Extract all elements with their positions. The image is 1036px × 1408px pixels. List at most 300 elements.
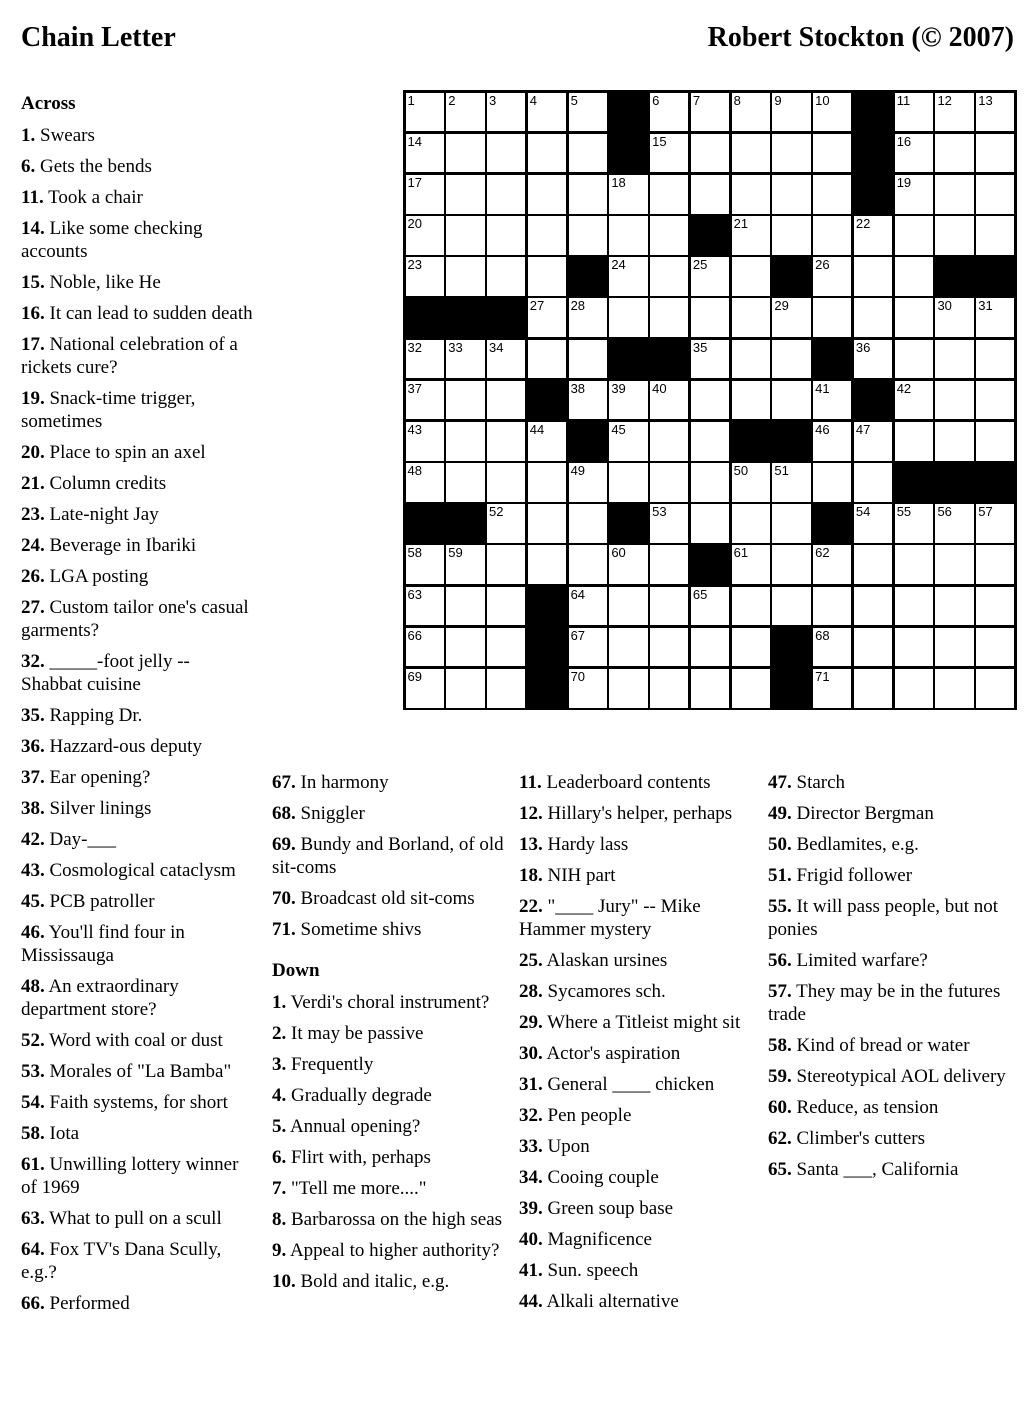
grid-cell[interactable]	[813, 134, 851, 173]
grid-cell[interactable]	[732, 463, 770, 502]
grid-cell[interactable]	[446, 93, 484, 132]
clue-text: Upon	[547, 1136, 590, 1157]
grid-cell[interactable]	[813, 587, 851, 626]
grid-cell[interactable]	[650, 93, 688, 132]
grid-cell[interactable]	[732, 257, 770, 296]
clue-item	[21, 890, 253, 913]
cell-number: 70	[570, 668, 586, 684]
cell-number: 39	[611, 380, 626, 396]
grid-cell[interactable]	[691, 587, 729, 626]
grid-cell[interactable]	[609, 463, 647, 502]
clue-text: General ____ chicken	[547, 1074, 715, 1095]
clue-number: 69.	[272, 834, 296, 855]
grid-cell[interactable]	[772, 134, 810, 173]
grid-cell[interactable]	[446, 134, 484, 173]
grid-cell[interactable]	[406, 381, 444, 420]
grid-cell[interactable]	[609, 669, 647, 708]
grid-cell[interactable]	[650, 628, 688, 667]
grid-cell[interactable]	[935, 422, 973, 461]
clue-number: 29.	[519, 1012, 543, 1033]
clue-text: Day-___	[49, 829, 116, 850]
clue-number: 67.	[272, 772, 296, 793]
clue-text: Sometime shivs	[300, 919, 422, 940]
grid-cell[interactable]	[406, 216, 444, 255]
grid-cell[interactable]	[732, 216, 770, 255]
grid-cell[interactable]	[732, 381, 770, 420]
clue-text: Limited warfare?	[796, 950, 928, 971]
grid-cell[interactable]	[691, 340, 729, 379]
grid-cell[interactable]	[650, 381, 688, 420]
clue-number: 68.	[272, 803, 296, 824]
cell-number: 9	[774, 92, 782, 108]
clue-text: Frigid follower	[796, 865, 913, 886]
grid-cell[interactable]	[487, 504, 525, 543]
grid-cell[interactable]	[446, 257, 484, 296]
clue-item	[272, 1270, 508, 1293]
grid-cell[interactable]	[732, 93, 770, 132]
grid-cell[interactable]	[976, 175, 1014, 214]
black-square	[854, 175, 892, 214]
clue-item	[21, 441, 253, 464]
grid-cell[interactable]	[446, 628, 484, 667]
cell-number: 38	[570, 380, 586, 396]
clue-text: Where a Titleist might sit	[547, 1012, 741, 1033]
grid-cell[interactable]	[813, 381, 851, 420]
grid-cell[interactable]	[895, 216, 933, 255]
grid-cell[interactable]	[895, 545, 933, 584]
grid-cell[interactable]	[854, 504, 892, 543]
grid-cell[interactable]	[976, 504, 1014, 543]
grid-cell[interactable]	[691, 463, 729, 502]
grid-cell[interactable]	[569, 463, 607, 502]
clue-number: 24.	[21, 535, 45, 556]
grid-cell[interactable]	[406, 175, 444, 214]
clue-text: Ear opening?	[49, 767, 151, 788]
grid-cell[interactable]	[854, 216, 892, 255]
clue-text: Silver linings	[49, 798, 152, 819]
grid-cell[interactable]	[446, 669, 484, 708]
clue-number: 11.	[21, 187, 44, 208]
clue-item	[21, 534, 253, 557]
clue-item	[21, 1029, 253, 1052]
cell-number: 13	[978, 92, 993, 108]
clue-number: 45.	[21, 891, 45, 912]
grid-cell[interactable]	[650, 298, 688, 337]
grid-cell[interactable]	[569, 628, 607, 667]
cell-number: 41	[815, 380, 830, 396]
grid-cell[interactable]	[854, 340, 892, 379]
clue-number: 12.	[519, 803, 543, 824]
grid-cell[interactable]	[650, 216, 688, 255]
grid-cell[interactable]	[935, 175, 973, 214]
grid-cell[interactable]	[569, 134, 607, 173]
grid-cell[interactable]	[487, 463, 525, 502]
grid-cell[interactable]	[772, 298, 810, 337]
grid-cell[interactable]	[406, 587, 444, 626]
clue-number: 65.	[768, 1159, 792, 1180]
grid-cell[interactable]	[650, 669, 688, 708]
grid-cell[interactable]	[854, 257, 892, 296]
clue-text: Climber's cutters	[796, 1128, 925, 1149]
black-square	[609, 340, 647, 379]
grid-cell[interactable]	[935, 298, 973, 337]
clue-number: 36.	[21, 736, 45, 757]
grid-cell[interactable]	[772, 216, 810, 255]
grid-cell[interactable]	[935, 381, 973, 420]
grid-cell[interactable]	[772, 504, 810, 543]
grid-cell[interactable]	[976, 298, 1014, 337]
grid-cell[interactable]	[935, 93, 973, 132]
clue-column-across	[21, 92, 253, 1323]
grid-cell[interactable]	[528, 545, 566, 584]
cell-number: 34	[489, 339, 504, 355]
clue-item	[768, 1034, 1018, 1057]
grid-cell[interactable]	[691, 422, 729, 461]
clue-text: Hardy lass	[547, 834, 629, 855]
grid-cell[interactable]	[487, 587, 525, 626]
clue-text: Bedlamites, e.g.	[796, 834, 919, 855]
grid-cell[interactable]	[609, 587, 647, 626]
grid-cell[interactable]	[691, 628, 729, 667]
grid-cell[interactable]	[446, 422, 484, 461]
clue-text: Flirt with, perhaps	[291, 1147, 431, 1168]
cell-number: 35	[692, 339, 708, 355]
grid-cell[interactable]	[732, 134, 770, 173]
grid-cell[interactable]	[406, 340, 444, 379]
clue-text: Cooing couple	[547, 1167, 659, 1188]
clue-number: 71.	[272, 919, 296, 940]
grid-cell[interactable]	[528, 298, 566, 337]
clue-item	[21, 828, 253, 851]
cell-number: 56	[937, 504, 952, 520]
grid-cell[interactable]	[487, 216, 525, 255]
grid-cell[interactable]	[691, 504, 729, 543]
grid-cell[interactable]	[976, 422, 1014, 461]
grid-cell[interactable]	[487, 381, 525, 420]
clue-item	[21, 735, 253, 758]
cell-number: 3	[489, 92, 497, 108]
cell-number: 14	[407, 133, 422, 149]
clue-item	[272, 802, 508, 825]
grid-cell[interactable]	[895, 298, 933, 337]
grid-cell[interactable]	[813, 216, 851, 255]
grid-cell[interactable]	[487, 628, 525, 667]
grid-cell[interactable]	[650, 463, 688, 502]
grid-cell[interactable]	[772, 463, 810, 502]
grid-cell[interactable]	[569, 545, 607, 584]
clue-item	[768, 895, 1018, 941]
clue-text: In harmony	[300, 772, 389, 793]
grid-cell[interactable]	[650, 134, 688, 173]
clue-number: 57.	[768, 981, 792, 1002]
grid-cell[interactable]	[406, 545, 444, 584]
grid-cell[interactable]	[813, 175, 851, 214]
clue-number: 41.	[519, 1260, 543, 1281]
grid-cell[interactable]	[609, 381, 647, 420]
black-square	[772, 628, 810, 667]
grid-cell[interactable]	[895, 504, 933, 543]
grid-cell[interactable]	[528, 422, 566, 461]
clue-number: 54.	[21, 1092, 45, 1113]
grid-cell[interactable]	[732, 545, 770, 584]
cell-number: 47	[855, 421, 871, 437]
grid-cell[interactable]	[732, 587, 770, 626]
grid-cell[interactable]	[691, 298, 729, 337]
clue-number: 48.	[21, 976, 45, 997]
grid-cell[interactable]	[895, 669, 933, 708]
cell-number: 15	[652, 133, 667, 149]
grid-cell[interactable]	[976, 134, 1014, 173]
grid-cell[interactable]	[406, 422, 444, 461]
grid-cell[interactable]	[569, 340, 607, 379]
grid-cell[interactable]	[976, 216, 1014, 255]
grid-cell[interactable]	[895, 628, 933, 667]
grid-cell[interactable]	[895, 93, 933, 132]
grid-cell[interactable]	[732, 504, 770, 543]
grid-cell[interactable]	[813, 257, 851, 296]
grid-cell[interactable]	[650, 587, 688, 626]
clue-number: 6.	[21, 156, 36, 177]
grid-cell[interactable]	[691, 175, 729, 214]
grid-cell[interactable]	[935, 504, 973, 543]
grid-cell[interactable]	[528, 463, 566, 502]
grid-cell[interactable]	[609, 422, 647, 461]
grid-cell[interactable]	[813, 93, 851, 132]
grid-cell[interactable]	[446, 463, 484, 502]
grid-cell[interactable]	[935, 216, 973, 255]
grid-cell[interactable]	[569, 669, 607, 708]
grid-cell[interactable]	[813, 628, 851, 667]
cell-number: 58	[407, 545, 422, 561]
grid-cell[interactable]	[528, 134, 566, 173]
black-square	[406, 504, 444, 543]
cell-number: 2	[448, 92, 456, 108]
grid-cell[interactable]	[732, 669, 770, 708]
grid-cell[interactable]	[569, 298, 607, 337]
grid-cell[interactable]	[976, 381, 1014, 420]
clue-item	[519, 1290, 755, 1313]
clue-text: Sniggler	[300, 803, 365, 824]
grid-cell[interactable]	[732, 340, 770, 379]
clue-item	[21, 797, 253, 820]
clue-text: Barbarossa on the high seas	[291, 1209, 503, 1230]
black-square	[528, 381, 566, 420]
grid-cell[interactable]	[895, 587, 933, 626]
grid-cell[interactable]	[854, 628, 892, 667]
grid-cell[interactable]	[569, 587, 607, 626]
grid-cell[interactable]	[935, 669, 973, 708]
cell-number: 19	[896, 174, 912, 190]
grid-cell[interactable]	[772, 545, 810, 584]
black-square	[609, 504, 647, 543]
grid-cell[interactable]	[691, 134, 729, 173]
clue-item	[21, 271, 253, 294]
grid-cell[interactable]	[895, 381, 933, 420]
grid-cell[interactable]	[487, 422, 525, 461]
grid-cell[interactable]	[487, 669, 525, 708]
grid-cell[interactable]	[772, 587, 810, 626]
grid-cell[interactable]	[609, 545, 647, 584]
clue-item	[519, 1166, 755, 1189]
grid-cell[interactable]	[446, 175, 484, 214]
grid-cell[interactable]	[813, 545, 851, 584]
clue-item	[21, 921, 253, 967]
cell-number: 61	[733, 545, 749, 561]
cell-number: 43	[407, 421, 422, 437]
grid-cell[interactable]	[772, 175, 810, 214]
grid-cell[interactable]	[976, 545, 1014, 584]
grid-cell[interactable]	[813, 422, 851, 461]
grid-cell[interactable]	[691, 93, 729, 132]
grid-cell[interactable]	[895, 257, 933, 296]
grid-cell[interactable]	[650, 545, 688, 584]
grid-cell[interactable]	[406, 257, 444, 296]
grid-cell[interactable]	[895, 175, 933, 214]
grid-cell[interactable]	[813, 463, 851, 502]
grid-cell[interactable]	[487, 134, 525, 173]
grid-cell[interactable]	[569, 93, 607, 132]
grid-cell[interactable]	[976, 669, 1014, 708]
grid-cell[interactable]	[609, 298, 647, 337]
cell-number: 12	[937, 92, 952, 108]
grid-cell[interactable]	[976, 93, 1014, 132]
cell-number: 52	[489, 504, 504, 520]
grid-cell[interactable]	[935, 628, 973, 667]
clue-item	[519, 1197, 755, 1220]
clue-number: 15.	[21, 272, 45, 293]
grid-cell[interactable]	[446, 216, 484, 255]
clue-number: 53.	[21, 1061, 45, 1082]
clue-item	[768, 864, 1018, 887]
grid-cell[interactable]	[772, 381, 810, 420]
grid-cell[interactable]	[895, 340, 933, 379]
grid-cell[interactable]	[487, 93, 525, 132]
grid-cell[interactable]	[406, 93, 444, 132]
grid-cell[interactable]	[609, 257, 647, 296]
clue-item	[768, 1096, 1018, 1119]
clue-text: Unwilling lottery winner of 1969	[21, 1154, 239, 1198]
clue-text: Column credits	[49, 473, 167, 494]
grid-cell[interactable]	[650, 257, 688, 296]
grid-cell[interactable]	[691, 669, 729, 708]
grid-cell[interactable]	[854, 422, 892, 461]
grid-cell[interactable]	[487, 545, 525, 584]
grid-cell[interactable]	[691, 257, 729, 296]
grid-cell[interactable]	[609, 175, 647, 214]
clue-item	[519, 864, 755, 887]
grid-cell[interactable]	[935, 587, 973, 626]
clue-item	[21, 503, 253, 526]
clue-item	[519, 1228, 755, 1251]
grid-cell[interactable]	[650, 504, 688, 543]
black-square	[528, 669, 566, 708]
grid-cell[interactable]	[691, 381, 729, 420]
black-square	[813, 340, 851, 379]
clue-text: You'll find four in Mississauga	[21, 922, 185, 966]
grid-cell[interactable]	[487, 257, 525, 296]
grid-cell[interactable]	[406, 628, 444, 667]
grid-cell[interactable]	[528, 257, 566, 296]
clue-text: Broadcast old sit-coms	[300, 888, 475, 909]
grid-cell[interactable]	[854, 298, 892, 337]
grid-cell[interactable]	[935, 545, 973, 584]
grid-cell[interactable]	[772, 93, 810, 132]
clue-text: Magnificence	[547, 1229, 652, 1250]
grid-cell[interactable]	[854, 587, 892, 626]
cell-number: 64	[570, 586, 586, 602]
grid-cell[interactable]	[528, 504, 566, 543]
grid-cell[interactable]	[406, 134, 444, 173]
cell-number: 5	[570, 92, 578, 108]
grid-cell[interactable]	[609, 216, 647, 255]
clue-number: 64.	[21, 1239, 45, 1260]
grid-cell[interactable]	[569, 216, 607, 255]
grid-cell[interactable]	[772, 340, 810, 379]
clue-item	[21, 302, 253, 325]
grid-cell[interactable]	[528, 93, 566, 132]
grid-cell[interactable]	[406, 669, 444, 708]
clue-number: 62.	[768, 1128, 792, 1149]
grid-cell[interactable]	[813, 669, 851, 708]
grid-cell[interactable]	[446, 340, 484, 379]
grid-cell[interactable]	[446, 587, 484, 626]
clue-number: 9.	[272, 1240, 287, 1261]
grid-cell[interactable]	[935, 134, 973, 173]
grid-cell[interactable]	[854, 669, 892, 708]
grid-cell[interactable]	[813, 298, 851, 337]
black-square	[446, 298, 484, 337]
grid-cell[interactable]	[487, 340, 525, 379]
grid-cell[interactable]	[569, 504, 607, 543]
grid-cell[interactable]	[854, 463, 892, 502]
clue-number: 28.	[519, 981, 543, 1002]
grid-cell[interactable]	[650, 175, 688, 214]
grid-cell[interactable]	[935, 340, 973, 379]
grid-cell[interactable]	[976, 587, 1014, 626]
grid-cell[interactable]	[528, 175, 566, 214]
grid-cell[interactable]	[650, 422, 688, 461]
grid-cell[interactable]	[569, 381, 607, 420]
cell-number: 67	[570, 627, 586, 643]
clue-item	[21, 1238, 253, 1284]
grid-cell[interactable]	[732, 175, 770, 214]
grid-cell[interactable]	[487, 175, 525, 214]
grid-cell[interactable]	[895, 134, 933, 173]
grid-cell[interactable]	[732, 628, 770, 667]
grid-cell[interactable]	[446, 381, 484, 420]
grid-cell[interactable]	[528, 340, 566, 379]
grid-cell[interactable]	[976, 628, 1014, 667]
clue-item	[519, 1073, 755, 1096]
grid-cell[interactable]	[976, 340, 1014, 379]
grid-cell[interactable]	[609, 628, 647, 667]
grid-cell[interactable]	[406, 463, 444, 502]
black-square	[732, 422, 770, 461]
clue-number: 17.	[21, 334, 45, 355]
clue-number: 61.	[21, 1154, 45, 1175]
clue-text: Alaskan ursines	[546, 950, 668, 971]
grid-cell[interactable]	[732, 298, 770, 337]
grid-cell[interactable]	[569, 175, 607, 214]
cell-number: 17	[407, 174, 422, 190]
grid-cell[interactable]	[528, 216, 566, 255]
clue-item	[768, 980, 1018, 1026]
clue-text: Sun. speech	[547, 1260, 639, 1281]
grid-cell[interactable]	[895, 422, 933, 461]
grid-cell[interactable]	[854, 545, 892, 584]
grid-cell[interactable]	[446, 545, 484, 584]
clue-item	[519, 1135, 755, 1158]
